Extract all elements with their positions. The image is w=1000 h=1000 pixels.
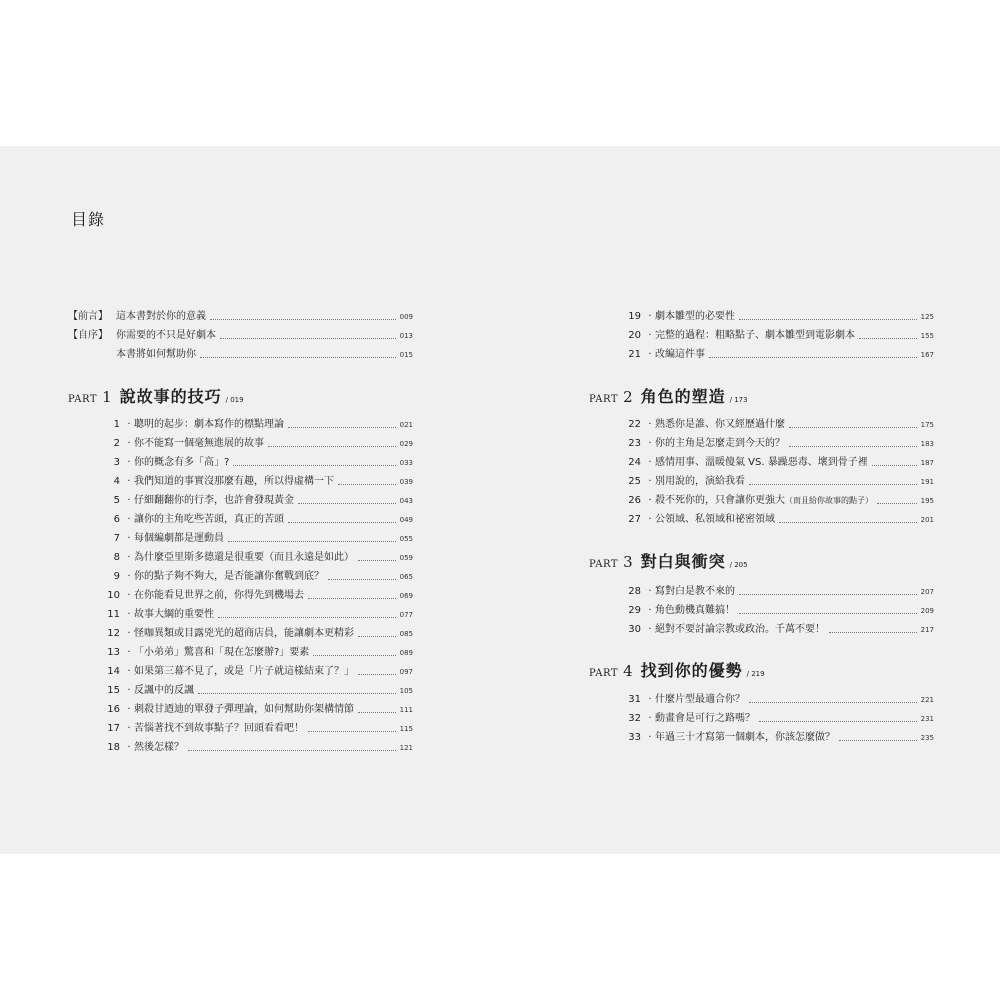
chapter-title: 然後怎樣？ <box>134 742 184 753</box>
page-number: 183 <box>920 440 934 448</box>
dot-leader <box>298 503 396 504</box>
chapter-title: 你的點子夠不夠大，是否能讓你奮戰到底？ <box>134 571 324 582</box>
chapter-title: 「小弟弟」驚喜和「現在怎麼辦?」要素 <box>134 647 310 658</box>
page-number: 009 <box>399 313 413 321</box>
part-number: 4 <box>623 662 633 680</box>
dot-leader <box>210 319 396 320</box>
chapter-number: 1 <box>113 419 120 430</box>
page-number: 235 <box>920 734 934 742</box>
page-number: 207 <box>920 588 934 596</box>
part-heading <box>589 384 934 410</box>
chapter-number: 14 <box>107 666 120 677</box>
chapter-title: 別用說的，演給我看 <box>655 476 745 487</box>
preface-entry <box>68 308 413 326</box>
part-title: 對白與衝突 <box>640 552 726 571</box>
chapter-title: 讓你的主角吃些苦頭，真正的苦頭 <box>134 514 284 525</box>
chapter-title: 故事大綱的重要性 <box>134 609 214 620</box>
dot-leader <box>198 693 396 694</box>
chapter-title: 公領域、私領域和祕密領域 <box>655 514 775 525</box>
dot-leader <box>739 319 917 320</box>
dot-leader <box>739 594 917 595</box>
dot-leader <box>220 338 396 339</box>
chapter-number: 13 <box>107 647 120 658</box>
dot-leader <box>358 636 396 637</box>
chapter-entry: 13 · 「小弟弟」驚喜和「現在怎麼辦?」要素 089 <box>68 644 413 662</box>
page-number: 039 <box>399 478 413 486</box>
chapter-number: 15 <box>107 685 120 696</box>
chapter-entry: 33 · 年過三十才寫第一個劇本，你該怎麼做？ 235 <box>589 729 934 747</box>
chapter-title: 怪咖異類或目露兇光的超商店員，能讓劇本更精彩 <box>134 628 354 639</box>
chapter-title: 角色動機真難搞！ <box>655 605 735 616</box>
part-number: 1 <box>102 388 112 406</box>
dot-leader <box>288 522 396 523</box>
page-number: 125 <box>920 313 934 321</box>
chapter-number: 12 <box>107 628 120 639</box>
chapter-number: 8 <box>113 552 120 563</box>
chapter-title: 聰明的起步：劇本寫作的標點理論 <box>134 419 284 430</box>
chapter-number: 24 <box>628 457 641 468</box>
chapter-number: 30 <box>628 624 641 635</box>
chapter-entry: 7 · 每個編劇都是運動員 055 <box>68 530 413 548</box>
chapter-title: 寫對白是教不來的 <box>655 586 735 597</box>
page-number: 217 <box>920 626 934 634</box>
chapter-entry: 28 · 寫對白是教不來的 207 <box>589 583 934 601</box>
chapter-number: 3 <box>113 457 120 468</box>
chapter-title: 動畫會是可行之路嗎？ <box>655 713 755 724</box>
chapter-entry: 5 · 仔細翻翻你的行李，也許會發現黃金 043 <box>68 492 413 510</box>
chapter-number: 6 <box>113 514 120 525</box>
chapter-entry: 29 · 角色動機真難搞！ 209 <box>589 602 934 620</box>
chapter-entry: 20 · 完整的過程：粗略點子、劇本雛型到電影劇本 155 <box>589 327 934 345</box>
page-number: 033 <box>399 459 413 467</box>
chapter-entry: 6 · 讓你的主角吃些苦頭，真正的苦頭 049 <box>68 511 413 529</box>
page-number: 055 <box>399 535 413 543</box>
chapter-number: 11 <box>107 609 120 620</box>
preface-label: 【自序】 <box>68 330 108 341</box>
page-number: 059 <box>399 554 413 562</box>
chapter-number: 20 <box>628 330 641 341</box>
chapter-entry: 27 · 公領域、私領域和祕密領域 201 <box>589 511 934 529</box>
entry-title: 本書將如何幫助你 <box>116 349 196 360</box>
dot-leader <box>218 617 396 618</box>
chapter-number: 5 <box>113 495 120 506</box>
preface-entry <box>68 327 413 345</box>
dot-leader <box>188 750 396 751</box>
chapter-title: 仔細翻翻你的行李，也許會發現黃金 <box>134 495 294 506</box>
chapter-number: 2 <box>113 438 120 449</box>
page-number: 089 <box>399 649 413 657</box>
page-number: 065 <box>399 573 413 581</box>
page-number: 155 <box>920 332 934 340</box>
chapter-title: 什麼片型最適合你？ <box>655 694 745 705</box>
dot-leader <box>308 598 396 599</box>
dot-leader <box>872 465 917 466</box>
page-number: 201 <box>920 516 934 524</box>
chapter-title: 每個編劇都是運動員 <box>134 533 224 544</box>
dot-leader <box>338 484 396 485</box>
page-number: 115 <box>399 725 413 733</box>
dot-leader <box>829 632 917 633</box>
chapter-number: 29 <box>628 605 641 616</box>
chapter-number: 22 <box>628 419 641 430</box>
dot-leader <box>358 712 396 713</box>
part-word: PART <box>589 668 619 679</box>
part-title: 說故事的技巧 <box>119 387 222 406</box>
chapter-title: 劇本雛型的必要性 <box>655 311 735 322</box>
chapter-title: 年過三十才寫第一個劇本，你該怎麼做？ <box>655 732 835 743</box>
part-word: PART <box>589 394 619 405</box>
dot-leader <box>328 579 396 580</box>
dot-leader <box>877 503 917 504</box>
dot-leader <box>709 357 917 358</box>
chapter-title: 你的主角是怎麼走到今天的？ <box>655 438 785 449</box>
chapter-number: 4 <box>113 476 120 487</box>
dot-leader <box>268 446 396 447</box>
chapter-title: 感情用事、溫暖傻氣 VS. 暴躁惡毒、壞到骨子裡 <box>655 457 868 468</box>
chapter-entry: 22 · 熟悉你是誰、你又經歷過什麼 175 <box>589 416 934 434</box>
chapter-number: 28 <box>628 586 641 597</box>
chapter-entry: 32 · 動畫會是可行之路嗎？ 231 <box>589 710 934 728</box>
chapter-title: 苦惱著找不到故事點子？回頭看看吧！ <box>134 723 304 734</box>
page-number: 167 <box>920 351 934 359</box>
chapter-number: 33 <box>628 732 641 743</box>
chapter-number: 16 <box>107 704 120 715</box>
chapter-entry: 31 · 什麼片型最適合你？ 221 <box>589 691 934 709</box>
chapter-title: 我們知道的事實沒那麼有趣，所以得虛構一下 <box>134 476 334 487</box>
part-heading <box>589 658 934 684</box>
page-number: 085 <box>399 630 413 638</box>
chapter-title: 改編這件事 <box>655 349 705 360</box>
chapter-entry: 18 · 然後怎樣？ 121 <box>68 739 413 757</box>
chapter-entry: 1 · 聰明的起步：劇本寫作的標點理論 021 <box>68 416 413 434</box>
dot-leader <box>288 427 396 428</box>
page-number: 231 <box>920 715 934 723</box>
chapter-title: 你的概念有多「高」? <box>134 457 230 468</box>
dot-leader <box>739 613 917 614</box>
chapter-title: 為什麼亞里斯多德還是很重要（而且永遠是如此） <box>134 552 354 563</box>
chapter-number: 17 <box>107 723 120 734</box>
dot-leader <box>789 446 917 447</box>
chapter-entry: 9 · 你的點子夠不夠大，是否能讓你奮戰到底？ 065 <box>68 568 413 586</box>
chapter-entry: 23 · 你的主角是怎麼走到今天的？ 183 <box>589 435 934 453</box>
dot-leader <box>200 357 396 358</box>
chapter-title: 殺不死你的，只會讓你更強大 <box>655 495 785 506</box>
dot-leader <box>859 338 917 339</box>
chapter-entry: 26 · 殺不死你的，只會讓你更強大 （而且給你故事的點子） 195 <box>589 492 934 510</box>
page-number: 029 <box>399 440 413 448</box>
chapter-title: 你不能寫一個毫無進展的故事 <box>134 438 264 449</box>
chapter-entry: 15 · 反諷中的反諷 105 <box>68 682 413 700</box>
page-number: 195 <box>920 497 934 505</box>
dot-leader <box>779 522 917 523</box>
chapter-number: 7 <box>113 533 120 544</box>
chapter-title: 在你能看見世界之前，你得先到機場去 <box>134 590 304 601</box>
dot-leader <box>358 674 396 675</box>
page-number: 069 <box>399 592 413 600</box>
dot-leader <box>313 655 395 656</box>
chapter-title: 完整的過程：粗略點子、劇本雛型到電影劇本 <box>655 330 855 341</box>
chapter-title: 反諷中的反諷 <box>134 685 194 696</box>
chapter-number: 21 <box>628 349 641 360</box>
chapter-title: 刺殺甘迺迪的單發子彈理論，如何幫助你架構情節 <box>134 704 354 715</box>
page-number: 021 <box>399 421 413 429</box>
page-number: 191 <box>920 478 934 486</box>
entry-title: 你需要的不只是好劇本 <box>116 330 216 341</box>
chapter-number: 23 <box>628 438 641 449</box>
preface-label: 【前言】 <box>68 311 108 322</box>
chapter-number: 9 <box>113 571 120 582</box>
toc-title: 目錄 <box>71 210 106 229</box>
part-page: / 219 <box>746 670 765 678</box>
chapter-entry: 14 · 如果第三幕不見了，或是「片子就這樣結束了？」 097 <box>68 663 413 681</box>
part-title: 角色的塑造 <box>640 387 726 406</box>
page-number: 221 <box>920 696 934 704</box>
chapter-entry: 16 · 刺殺甘迺迪的單發子彈理論，如何幫助你架構情節 111 <box>68 701 413 719</box>
dot-leader <box>308 731 396 732</box>
page-number: 077 <box>399 611 413 619</box>
part-heading <box>68 384 413 410</box>
page-number: 111 <box>399 706 413 714</box>
dot-leader <box>759 721 917 722</box>
chapter-title: 絕對不要討論宗教或政治。千萬不要！ <box>655 624 825 635</box>
dot-leader <box>358 560 396 561</box>
chapter-number: 27 <box>628 514 641 525</box>
chapter-number: 31 <box>628 694 641 705</box>
part-heading <box>589 549 934 575</box>
part-page: / 173 <box>729 396 748 404</box>
page-number: 175 <box>920 421 934 429</box>
page-number: 043 <box>399 497 413 505</box>
entry-title: 這本書對於你的意義 <box>116 311 206 322</box>
chapter-number: 10 <box>107 590 120 601</box>
page-number: 121 <box>399 744 413 752</box>
page-number: 015 <box>399 351 413 359</box>
chapter-entry: 10 · 在你能看見世界之前，你得先到機場去 069 <box>68 587 413 605</box>
chapter-note: （而且給你故事的點子） <box>785 496 873 505</box>
part-page: / 019 <box>225 396 244 404</box>
page-number: 209 <box>920 607 934 615</box>
dot-leader <box>839 740 917 741</box>
chapter-entry: 3 · 你的概念有多「高」? 033 <box>68 454 413 472</box>
chapter-entry: 8 · 為什麼亞里斯多德還是很重要（而且永遠是如此） 059 <box>68 549 413 567</box>
part-title: 找到你的優勢 <box>640 661 743 680</box>
part-number: 3 <box>623 553 633 571</box>
chapter-entry: 30 · 絕對不要討論宗教或政治。千萬不要！ 217 <box>589 621 934 639</box>
dot-leader <box>228 541 396 542</box>
chapter-number: 19 <box>628 311 641 322</box>
part-page: / 205 <box>729 561 748 569</box>
part-word: PART <box>68 394 98 405</box>
part-number: 2 <box>623 388 633 406</box>
page-number: 049 <box>399 516 413 524</box>
chapter-entry: 2 · 你不能寫一個毫無進展的故事 029 <box>68 435 413 453</box>
part-word: PART <box>589 559 619 570</box>
page-number: 187 <box>920 459 934 467</box>
chapter-number: 32 <box>628 713 641 724</box>
chapter-entry: 12 · 怪咖異類或目露兇光的超商店員，能讓劇本更精彩 085 <box>68 625 413 643</box>
chapter-title: 如果第三幕不見了，或是「片子就這樣結束了？」 <box>134 666 354 677</box>
dot-leader <box>233 465 395 466</box>
dot-leader <box>749 702 917 703</box>
chapter-entry: 17 · 苦惱著找不到故事點子？回頭看看吧！ 115 <box>68 720 413 738</box>
chapter-entry: 4 · 我們知道的事實沒那麼有趣，所以得虛構一下 039 <box>68 473 413 491</box>
chapter-number: 26 <box>628 495 641 506</box>
chapter-number: 25 <box>628 476 641 487</box>
chapter-entry: 24 · 感情用事、溫暖傻氣 VS. 暴躁惡毒、壞到骨子裡 187 <box>589 454 934 472</box>
chapter-entry: 25 · 別用說的，演給我看 191 <box>589 473 934 491</box>
page-number: 105 <box>399 687 413 695</box>
page-number: 013 <box>399 332 413 340</box>
page-number: 097 <box>399 668 413 676</box>
preface-entry <box>68 346 413 364</box>
chapter-entry: 11 · 故事大綱的重要性 077 <box>68 606 413 624</box>
chapter-title: 熟悉你是誰、你又經歷過什麼 <box>655 419 785 430</box>
chapter-entry: 19 · 劇本雛型的必要性 125 <box>589 308 934 326</box>
dot-leader <box>789 427 917 428</box>
chapter-number: 18 <box>107 742 120 753</box>
chapter-entry: 21 · 改編這件事 167 <box>589 346 934 364</box>
dot-leader <box>749 484 917 485</box>
